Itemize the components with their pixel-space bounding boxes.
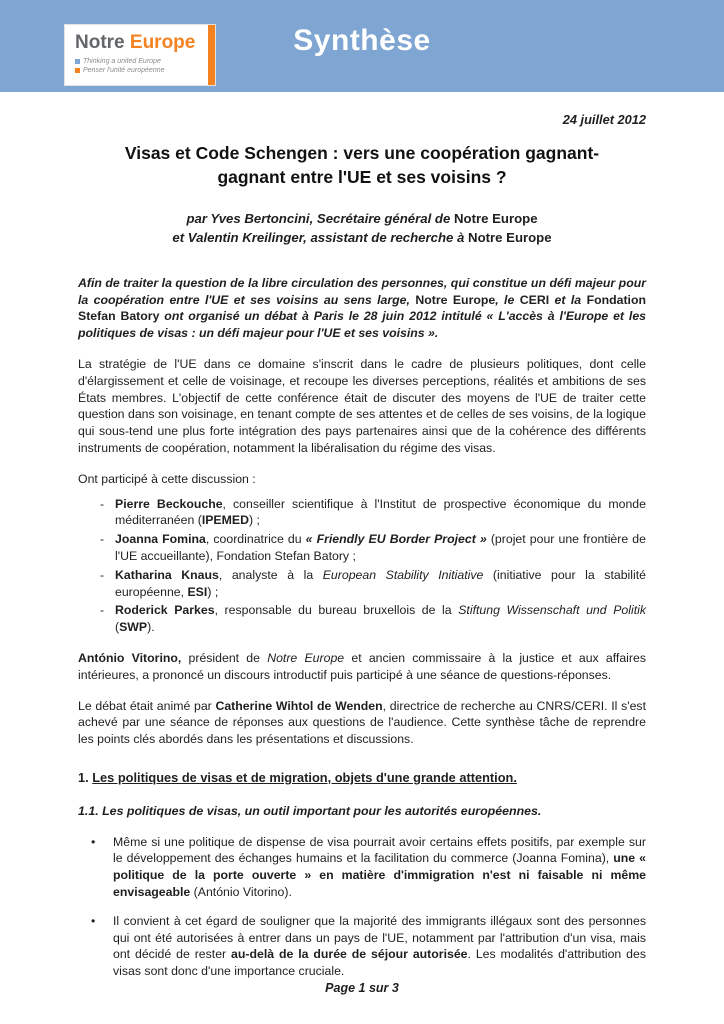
text-segment: Afin de traiter la question de la libre circulation des personnes, qui constitue un défi majeur pour la coopération entre l'UE et ses voisins au sens large, [78,275,646,307]
intro-paragraph [78,275,646,342]
section-1-heading [78,770,646,787]
text-segment: 1. [78,769,93,785]
list-item [100,567,646,601]
participants-lead: Ont participé à cette discussion : [78,471,256,486]
list-item-text [113,834,646,901]
text-segment: Katharina Knaus [115,567,219,582]
text-segment: , responsable du bureau bruxellois de la [214,603,459,618]
text-segment: ( [115,620,120,635]
strategy-paragraph: La stratégie de l'UE dans ce domaine s'inscrit dans le cadre de plusieurs politiques, dont celle d'élargissement et celle de voisinage, et recoupe les diverses perceptions, réalités et ambitions de ses États membres. L'objectif de cette conférence était de discuter des moyens de l'UE de traiter cette question dans son voisinage, en tenant compte de ses attentes et de celles de ses voisins, de la logique qui sous-tend une plus forte intégration des pays partenaires ainsi que de la cohérence des différents instruments de coopération, notamment la libéralisation du régime des visas. [78,356,646,455]
text-segment: (initiative pour la stabilité européenne, [115,567,646,599]
text-segment: (António Vitorino). [190,884,292,899]
text-segment: une « politique de la porte ouverte » en matière d'immigration n'est ni faisable ni même envisageable [113,851,646,899]
list-item [100,531,646,565]
text-segment: ) ; [248,513,260,528]
text-segment: par Yves Bertoncini, Secrétaire général de [186,210,454,226]
text-segment: Les politiques de visas et de migration, objets d'une grande attention. [92,769,517,785]
text-segment: Stiftung Wissenschaft und Politik [458,603,646,618]
byline-line-2 [78,228,646,247]
list-item-text [115,531,646,565]
document-date: 24 juillet 2012 [562,112,646,127]
text-segment: , analyste à la [218,567,323,582]
text-segment: Pierre Beckouche [115,496,223,511]
text-segment: . Les modalités d'attribution des visas sont donc d'une importance cruciale. [113,947,646,979]
text-segment: et la [549,292,587,307]
list-item [100,496,646,530]
text-segment: ESI [187,584,208,599]
list-item-text [115,602,646,636]
text-segment: Même si une politique de dispense de visa pourrait avoir certains effets positifs, par exemple sur le développement des échanges humains et la facilitation du commerce (Joanna Fomina), [113,834,646,866]
section-1-1-heading [78,803,646,820]
logo-tagline [75,57,199,75]
text-segment: Il convient à cet égard de souligner que la majorité des immigrants illégaux sont des personnes qui ont été autorisées à entrer dans un pays de l'UE, notamment par l'attribution d'un visa, mais ont décidé de rester [113,913,646,962]
text-segment: Notre Europe [267,650,345,665]
text-segment: , directrice de recherche au CNRS/CERI. Il s'est achevé par une séance de réponses aux questions de l'audience. Cette synthèse tâche de reprendre les points clés abordés dans les présentations et discussions. [78,698,646,747]
document-body [0,92,724,1024]
page-number: Page 1 sur 3 [325,980,399,995]
text-segment: , conseiller scientifique à l'Institut de prospective économique du monde méditerranéen ( [115,496,646,528]
list-item-text [113,913,646,980]
list-marker: • [91,913,96,928]
text-segment: , le [495,292,520,307]
list-marker: - [100,567,105,582]
text-segment: Notre Europe [468,229,552,245]
text-segment: ). [147,620,155,635]
text-segment: et ancien commissaire à la justice et aux affaires intérieures, a prononcé un discours introductif puis participé à une séance de questions-réponses. [78,650,646,682]
header-banner [0,0,724,92]
text-segment: IPEMED [201,513,249,528]
text-segment: Le débat était animé par [78,698,216,713]
text-segment: Fondation Stefan Batory [78,292,646,324]
list-marker: • [91,834,96,849]
text-segment: 1.1. Les politiques de visas, un outil important pour les autorités européennes. [78,803,542,818]
text-segment: (projet pour une frontière de l'UE accueillante), Fondation Stefan Batory ; [115,532,646,563]
logo-tagline-en: Thinking a united Europe [83,58,161,65]
list-item [100,602,646,636]
key-points-list [78,822,646,980]
text-segment: ) ; [207,584,219,599]
logo-square-orange-icon [75,68,80,73]
byline [78,209,646,247]
text-segment: Roderick Parkes [115,603,215,618]
antonio-paragraph [78,650,646,684]
byline-line-1 [78,209,646,228]
document-type-title: Synthèse [293,24,431,57]
text-segment: Joanna Fomina [115,532,206,547]
document-title: Visas et Code Schengen : vers une coopération gagnant-gagnant entre l'UE et ses voisins ? [124,142,600,187]
text-segment: Notre Europe [415,292,496,307]
text-segment: ont organisé un débat à Paris le 28 juin 2012 intitulé « L'accès à l'Europe et les politiques de visas : un défi majeur pour l'UE et ses voisins ». [78,309,646,341]
text-segment: et Valentin Kreilinger, assistant de recherche à [172,229,469,245]
text-segment: Notre Europe [454,210,538,226]
list-item [91,834,646,901]
text-segment: SWP [119,620,148,635]
logo-text-notre: Notre [75,32,130,53]
text-segment: CERI [519,292,550,307]
text-segment: Catherine Wihtol de Wenden [215,698,383,713]
list-marker: - [100,603,105,618]
list-marker: - [100,532,105,547]
participants-list [78,494,646,636]
text-segment: président de [181,650,268,665]
text-segment: European Stability Initiative [322,567,484,582]
text-segment: António Vitorino, [78,650,182,665]
list-item [91,913,646,980]
text-segment: au-delà de la durée de séjour autorisée [231,947,468,962]
logo-text-europe: Europe [129,32,196,53]
text-segment: , coordinatrice du [205,532,306,547]
list-item-text [115,567,646,601]
debate-paragraph [78,698,646,748]
logo-tagline-fr: Penser l'unité européenne [83,67,165,74]
logo-square-blue-icon [75,59,80,64]
list-item-text [115,496,646,530]
list-marker: - [100,496,105,511]
text-segment: « Friendly EU Border Project » [305,532,487,547]
